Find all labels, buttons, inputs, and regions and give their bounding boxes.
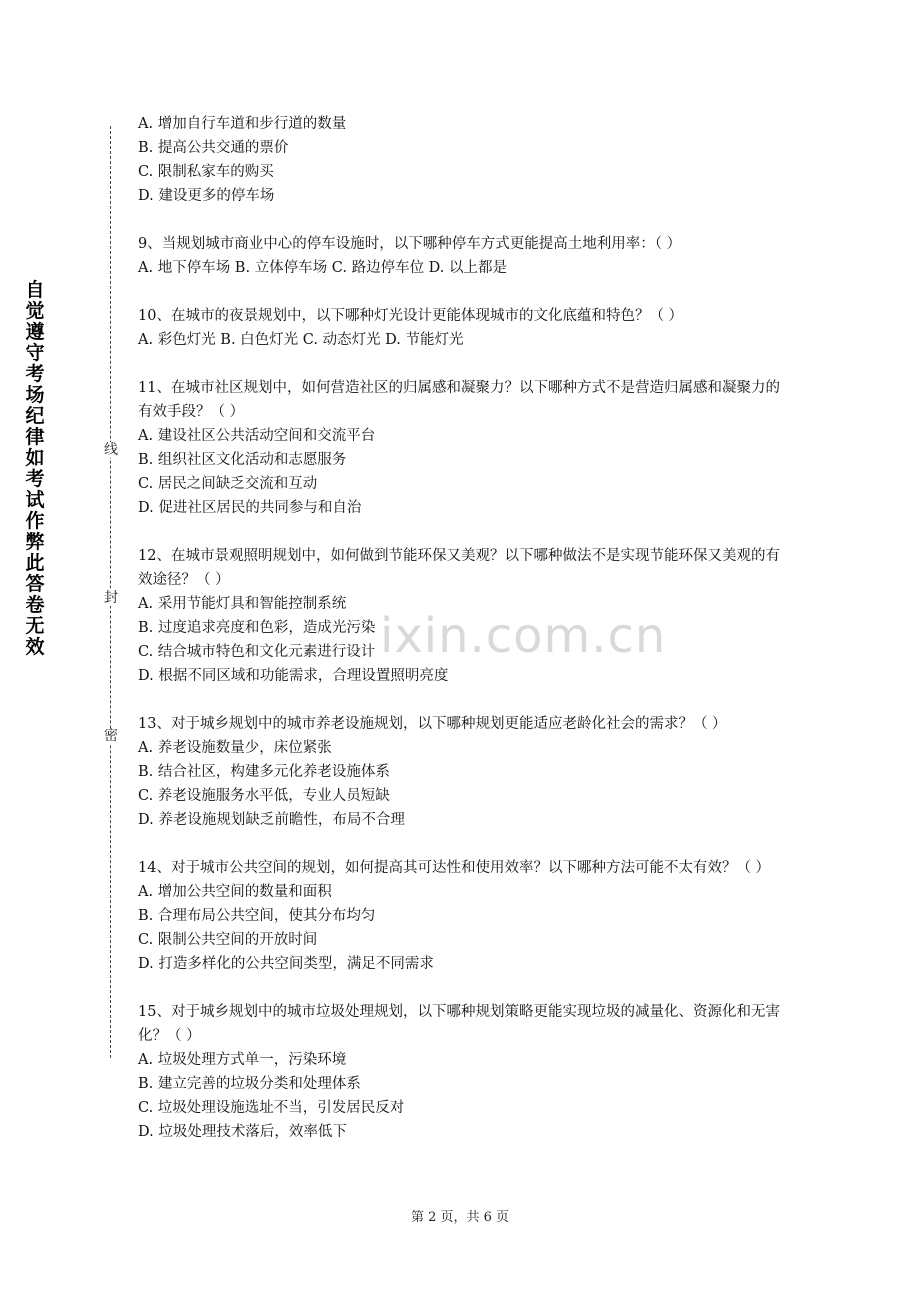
question-text: 14、对于城市公共空间的规划，如何提高其可达性和使用效率？以下哪种方法可能不太有效？（ ） (138, 860, 771, 876)
option-b: B. 结合社区，构建多元化养老设施体系 (138, 764, 390, 780)
option-a: A. 建设社区公共活动空间和交流平台 (138, 428, 376, 444)
option-c: C. 限制公共空间的开放时间 (138, 932, 318, 948)
question-text: 10、在城市的夜景规划中，以下哪种灯光设计更能体现城市的文化底蕴和特色？（ ） (138, 308, 684, 324)
option-a: A. 采用节能灯具和智能控制系统 (138, 596, 347, 612)
option-a: A. 垃圾处理方式单一，污染环境 (138, 1052, 347, 1068)
option-b: B. 合理布局公共空间，使其分布均匀 (138, 908, 376, 924)
option-c: C. 垃圾处理设施选址不当，引发居民反对 (138, 1100, 405, 1116)
option-d: D. 根据不同区域和功能需求，合理设置照明亮度 (138, 668, 449, 684)
option-a: A. 增加公共空间的数量和面积 (138, 884, 332, 900)
leading-options (138, 112, 788, 208)
question-13 (138, 712, 788, 832)
binding-mark-xian: 线 (104, 442, 118, 458)
question-text: 9、当规划城市商业中心的停车设施时，以下哪种停车方式更能提高土地利用率：（ ） (138, 236, 682, 252)
option-d: D. 养老设施规划缺乏前瞻性，布局不合理 (138, 812, 405, 828)
option-d: D. 打造多样化的公共空间类型，满足不同需求 (138, 956, 434, 972)
question-15 (138, 1000, 788, 1144)
question-text: 12、在城市景观照明规划中，如何做到节能环保又美观？以下哪种做法不是实现节能环保又美观的有效途径？（ ） (138, 548, 780, 588)
option-b: B. 组织社区文化活动和志愿服务 (138, 452, 347, 468)
option-b: B. 过度追求亮度和色彩，造成光污染 (138, 620, 376, 636)
question-14 (138, 856, 788, 976)
question-11 (138, 376, 788, 520)
option-b: B. 建立完善的垃圾分类和处理体系 (138, 1076, 361, 1092)
option-c: C. 养老设施服务水平低，专业人员短缺 (138, 788, 390, 804)
question-text: 15、对于城乡规划中的城市垃圾处理规划，以下哪种规划策略更能实现垃圾的减量化、资源化和无害化？（ ） (138, 1004, 780, 1044)
question-text: 11、在城市社区规划中，如何营造社区的归属感和凝聚力？以下哪种方式不是营造归属感和凝聚力的有效手段？（ ） (138, 380, 780, 420)
option-d: D. 垃圾处理技术落后，效率低下 (138, 1124, 347, 1140)
binding-mark-feng: 封 (104, 590, 118, 606)
question-12 (138, 544, 788, 688)
binding-mark-mi: 密 (104, 728, 118, 744)
question-text: 13、对于城乡规划中的城市养老设施规划，以下哪种规划更能适应老龄化社会的需求？（ ） (138, 716, 727, 732)
question-10 (138, 304, 788, 352)
option-c: C. 限制私家车的购买 (138, 164, 274, 180)
option-line: A. 地下停车场 B. 立体停车场 C. 路边停车位 D. 以上都是 (138, 260, 508, 276)
option-a: A. 养老设施数量少，床位紧张 (138, 740, 332, 756)
exam-discipline-notice: 自觉遵守考场纪律如考试作弊此答卷无效 (25, 279, 45, 658)
option-d: D. 促进社区居民的共同参与和自治 (138, 500, 362, 516)
option-line: A. 彩色灯光 B. 白色灯光 C. 动态灯光 D. 节能灯光 (138, 332, 464, 348)
option-a: A. 增加自行车道和步行道的数量 (138, 116, 347, 132)
option-c: C. 结合城市特色和文化元素进行设计 (138, 644, 376, 660)
option-d: D. 建设更多的停车场 (138, 188, 275, 204)
question-9 (138, 232, 788, 280)
question-list (138, 112, 788, 1144)
watermark: ixin.com.cn (380, 608, 667, 664)
option-c: C. 居民之间缺乏交流和互动 (138, 476, 318, 492)
option-b: B. 提高公共交通的票价 (138, 140, 289, 156)
page-number: 第 2 页，共 6 页 (410, 1210, 510, 1225)
